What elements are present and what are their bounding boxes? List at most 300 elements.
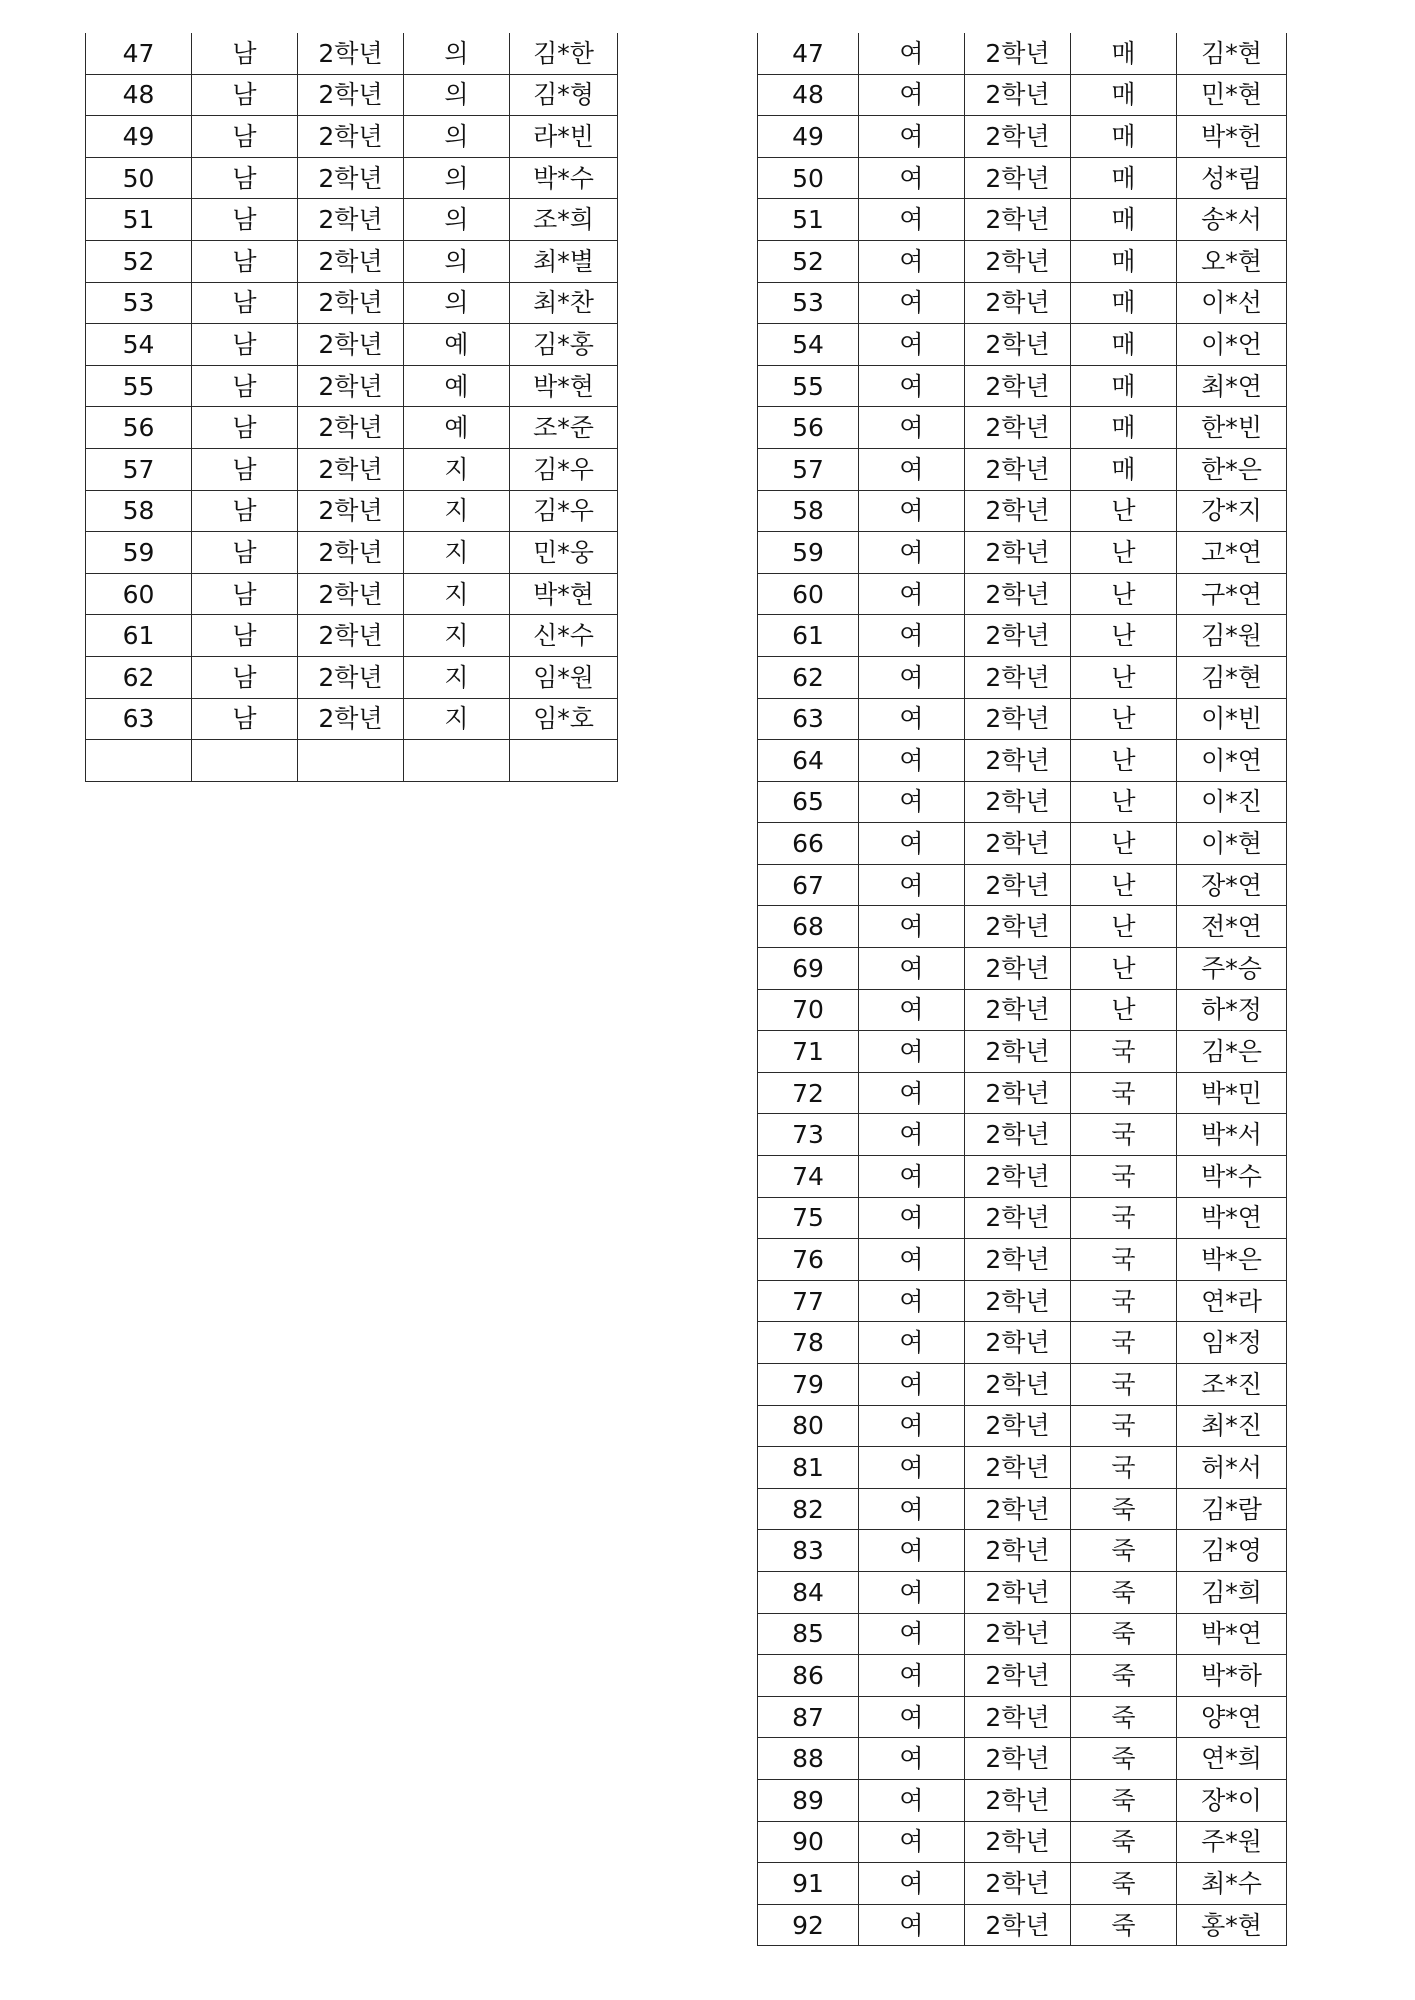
group-cell: 매 (1071, 240, 1177, 282)
table-row (758, 1405, 1287, 1447)
gender-cell: 여 (859, 615, 965, 657)
name-cell: 강*지 (1177, 490, 1287, 532)
number-cell: 54 (86, 324, 192, 366)
table-row (86, 199, 618, 241)
gender-cell: 여 (859, 1364, 965, 1406)
number-cell: 56 (86, 407, 192, 449)
grade-cell: 2학년 (965, 1863, 1071, 1905)
name-cell: 김*우 (510, 448, 618, 490)
gender-cell: 여 (859, 1530, 965, 1572)
name-cell: 김*원 (1177, 615, 1287, 657)
gender-cell: 남 (192, 157, 298, 199)
table-row (758, 989, 1287, 1031)
table-row (758, 448, 1287, 490)
number-cell: 90 (758, 1821, 859, 1863)
grade-cell: 2학년 (965, 407, 1071, 449)
table-row (758, 365, 1287, 407)
name-cell: 연*희 (1177, 1738, 1287, 1780)
name-cell: 김*은 (1177, 1031, 1287, 1073)
name-cell: 박*헌 (1177, 116, 1287, 158)
gender-cell: 남 (192, 74, 298, 116)
number-cell: 78 (758, 1322, 859, 1364)
group-cell: 죽 (1071, 1696, 1177, 1738)
table-row (758, 823, 1287, 865)
table-row (758, 698, 1287, 740)
name-cell: 오*현 (1177, 240, 1287, 282)
table-row (86, 74, 618, 116)
group-cell: 매 (1071, 116, 1177, 158)
gender-cell: 여 (859, 1405, 965, 1447)
group-cell: 죽 (1071, 1571, 1177, 1613)
group-cell: 죽 (1071, 1863, 1177, 1905)
number-cell: 88 (758, 1738, 859, 1780)
name-cell: 임*정 (1177, 1322, 1287, 1364)
grade-cell: 2학년 (965, 490, 1071, 532)
name-cell: 조*준 (510, 407, 618, 449)
table-row (86, 33, 618, 74)
gender-cell: 여 (859, 1447, 965, 1489)
group-cell: 죽 (1071, 1904, 1177, 1946)
grade-cell: 2학년 (965, 33, 1071, 74)
grade-cell: 2학년 (965, 1779, 1071, 1821)
group-cell: 예 (404, 407, 510, 449)
gender-cell: 여 (859, 906, 965, 948)
gender-cell: 여 (859, 1114, 965, 1156)
table-row (758, 1904, 1287, 1946)
name-cell: 연*라 (1177, 1280, 1287, 1322)
name-cell: 최*수 (1177, 1863, 1287, 1905)
grade-cell: 2학년 (965, 1156, 1071, 1198)
gender-cell: 여 (859, 864, 965, 906)
group-cell: 난 (1071, 948, 1177, 990)
name-cell: 주*승 (1177, 948, 1287, 990)
group-cell: 죽 (1071, 1738, 1177, 1780)
grade-cell: 2학년 (298, 74, 404, 116)
name-cell: 김*우 (510, 490, 618, 532)
group-cell: 의 (404, 33, 510, 74)
gender-cell: 여 (859, 532, 965, 574)
number-cell: 77 (758, 1280, 859, 1322)
group-cell: 국 (1071, 1322, 1177, 1364)
gender-cell: 여 (859, 1738, 965, 1780)
gender-cell: 여 (859, 1821, 965, 1863)
gender-cell: 여 (859, 324, 965, 366)
grade-cell: 2학년 (965, 240, 1071, 282)
group-cell: 의 (404, 74, 510, 116)
number-cell (86, 740, 192, 782)
name-cell: 한*빈 (1177, 407, 1287, 449)
grade-cell: 2학년 (965, 1904, 1071, 1946)
number-cell: 75 (758, 1197, 859, 1239)
number-cell: 63 (86, 698, 192, 740)
number-cell: 55 (758, 365, 859, 407)
number-cell: 52 (758, 240, 859, 282)
grade-cell: 2학년 (965, 1364, 1071, 1406)
number-cell: 92 (758, 1904, 859, 1946)
number-cell: 57 (758, 448, 859, 490)
gender-cell: 여 (859, 1613, 965, 1655)
group-cell: 난 (1071, 781, 1177, 823)
number-cell: 48 (86, 74, 192, 116)
gender-cell: 여 (859, 199, 965, 241)
table-row (758, 948, 1287, 990)
student-table-left (85, 33, 618, 782)
number-cell: 47 (86, 33, 192, 74)
table-row (86, 365, 618, 407)
number-cell: 70 (758, 989, 859, 1031)
gender-cell: 여 (859, 1156, 965, 1198)
table-row (758, 1114, 1287, 1156)
gender-cell: 여 (859, 1696, 965, 1738)
group-cell: 매 (1071, 282, 1177, 324)
grade-cell: 2학년 (298, 490, 404, 532)
number-cell: 61 (86, 615, 192, 657)
gender-cell: 남 (192, 33, 298, 74)
name-cell: 조*희 (510, 199, 618, 241)
number-cell: 49 (86, 116, 192, 158)
grade-cell: 2학년 (298, 365, 404, 407)
gender-cell: 남 (192, 490, 298, 532)
gender-cell: 남 (192, 407, 298, 449)
number-cell: 82 (758, 1488, 859, 1530)
name-cell: 박*하 (1177, 1655, 1287, 1697)
group-cell: 지 (404, 656, 510, 698)
name-cell: 장*이 (1177, 1779, 1287, 1821)
name-cell: 김*영 (1177, 1530, 1287, 1572)
table-row (758, 74, 1287, 116)
group-cell: 의 (404, 282, 510, 324)
number-cell: 59 (758, 532, 859, 574)
table-row (758, 116, 1287, 158)
name-cell: 한*은 (1177, 448, 1287, 490)
name-cell: 박*민 (1177, 1072, 1287, 1114)
name-cell: 이*진 (1177, 781, 1287, 823)
table-row (758, 740, 1287, 782)
number-cell: 60 (86, 573, 192, 615)
gender-cell: 여 (859, 490, 965, 532)
name-cell: 하*정 (1177, 989, 1287, 1031)
gender-cell: 여 (859, 740, 965, 782)
group-cell: 매 (1071, 407, 1177, 449)
gender-cell: 남 (192, 656, 298, 698)
group-cell: 국 (1071, 1447, 1177, 1489)
group-cell (404, 740, 510, 782)
grade-cell: 2학년 (965, 1488, 1071, 1530)
number-cell: 48 (758, 74, 859, 116)
name-cell: 최*별 (510, 240, 618, 282)
group-cell: 난 (1071, 864, 1177, 906)
grade-cell: 2학년 (965, 1696, 1071, 1738)
group-cell: 난 (1071, 490, 1177, 532)
name-cell: 송*서 (1177, 199, 1287, 241)
number-cell: 62 (86, 656, 192, 698)
grade-cell: 2학년 (965, 1280, 1071, 1322)
gender-cell: 여 (859, 948, 965, 990)
table-row (758, 1613, 1287, 1655)
group-cell: 매 (1071, 74, 1177, 116)
grade-cell: 2학년 (298, 282, 404, 324)
table-row (758, 532, 1287, 574)
number-cell: 74 (758, 1156, 859, 1198)
group-cell: 죽 (1071, 1613, 1177, 1655)
table-row (758, 282, 1287, 324)
grade-cell: 2학년 (965, 157, 1071, 199)
name-cell: 전*연 (1177, 906, 1287, 948)
number-cell: 52 (86, 240, 192, 282)
group-cell: 국 (1071, 1031, 1177, 1073)
name-cell: 박*은 (1177, 1239, 1287, 1281)
gender-cell: 여 (859, 823, 965, 865)
student-table-right (757, 33, 1287, 1946)
grade-cell: 2학년 (298, 532, 404, 574)
number-cell: 58 (758, 490, 859, 532)
table-row (86, 157, 618, 199)
gender-cell: 여 (859, 698, 965, 740)
gender-cell: 남 (192, 116, 298, 158)
table-row (758, 1031, 1287, 1073)
grade-cell (298, 740, 404, 782)
gender-cell: 여 (859, 1904, 965, 1946)
number-cell: 55 (86, 365, 192, 407)
number-cell: 72 (758, 1072, 859, 1114)
number-cell: 89 (758, 1779, 859, 1821)
group-cell: 난 (1071, 906, 1177, 948)
grade-cell: 2학년 (965, 823, 1071, 865)
name-cell: 민*웅 (510, 532, 618, 574)
name-cell: 양*연 (1177, 1696, 1287, 1738)
name-cell: 이*현 (1177, 823, 1287, 865)
gender-cell: 남 (192, 532, 298, 574)
number-cell: 50 (86, 157, 192, 199)
grade-cell: 2학년 (965, 1197, 1071, 1239)
grade-cell: 2학년 (965, 948, 1071, 990)
gender-cell: 여 (859, 74, 965, 116)
grade-cell: 2학년 (965, 906, 1071, 948)
table-row (758, 1655, 1287, 1697)
gender-cell: 남 (192, 324, 298, 366)
gender-cell: 여 (859, 1197, 965, 1239)
table-row (758, 1072, 1287, 1114)
table-row (758, 656, 1287, 698)
grade-cell: 2학년 (965, 532, 1071, 574)
group-cell: 예 (404, 365, 510, 407)
group-cell: 죽 (1071, 1655, 1177, 1697)
table-row (758, 240, 1287, 282)
grade-cell: 2학년 (965, 573, 1071, 615)
number-cell: 81 (758, 1447, 859, 1489)
gender-cell: 남 (192, 240, 298, 282)
gender-cell: 여 (859, 1655, 965, 1697)
number-cell: 83 (758, 1530, 859, 1572)
gender-cell: 여 (859, 1322, 965, 1364)
grade-cell: 2학년 (965, 1530, 1071, 1572)
table-row (86, 116, 618, 158)
gender-cell: 여 (859, 157, 965, 199)
table-row (86, 490, 618, 532)
number-cell: 71 (758, 1031, 859, 1073)
number-cell: 69 (758, 948, 859, 990)
number-cell: 76 (758, 1239, 859, 1281)
group-cell: 국 (1071, 1239, 1177, 1281)
name-cell: 구*연 (1177, 573, 1287, 615)
grade-cell: 2학년 (965, 199, 1071, 241)
name-cell: 이*언 (1177, 324, 1287, 366)
table-row (758, 157, 1287, 199)
grade-cell: 2학년 (965, 74, 1071, 116)
table-row (86, 656, 618, 698)
grade-cell: 2학년 (298, 116, 404, 158)
grade-cell: 2학년 (965, 448, 1071, 490)
group-cell: 지 (404, 698, 510, 740)
group-cell: 지 (404, 490, 510, 532)
group-cell: 지 (404, 532, 510, 574)
grade-cell: 2학년 (965, 656, 1071, 698)
name-cell: 임*호 (510, 698, 618, 740)
table-row (758, 1280, 1287, 1322)
grade-cell: 2학년 (298, 157, 404, 199)
name-cell: 박*현 (510, 573, 618, 615)
group-cell: 매 (1071, 33, 1177, 74)
group-cell: 예 (404, 324, 510, 366)
grade-cell: 2학년 (965, 781, 1071, 823)
table-row (758, 781, 1287, 823)
gender-cell: 남 (192, 615, 298, 657)
table-row (758, 1197, 1287, 1239)
name-cell: 김*현 (1177, 33, 1287, 74)
grade-cell: 2학년 (965, 1114, 1071, 1156)
table-row (758, 1322, 1287, 1364)
grade-cell: 2학년 (965, 1405, 1071, 1447)
table-row (758, 1863, 1287, 1905)
name-cell: 조*진 (1177, 1364, 1287, 1406)
name-cell: 이*빈 (1177, 698, 1287, 740)
name-cell: 고*연 (1177, 532, 1287, 574)
grade-cell: 2학년 (298, 33, 404, 74)
gender-cell: 남 (192, 573, 298, 615)
group-cell: 죽 (1071, 1530, 1177, 1572)
table-row (758, 1571, 1287, 1613)
gender-cell: 여 (859, 282, 965, 324)
name-cell: 김*한 (510, 33, 618, 74)
name-cell: 신*수 (510, 615, 618, 657)
number-cell: 51 (758, 199, 859, 241)
table-row (86, 240, 618, 282)
table-row (86, 740, 618, 782)
grade-cell: 2학년 (298, 698, 404, 740)
table-row (758, 199, 1287, 241)
grade-cell: 2학년 (965, 282, 1071, 324)
grade-cell: 2학년 (965, 1613, 1071, 1655)
group-cell: 지 (404, 573, 510, 615)
group-cell: 매 (1071, 324, 1177, 366)
grade-cell: 2학년 (965, 740, 1071, 782)
name-cell: 허*서 (1177, 1447, 1287, 1489)
name-cell: 박*연 (1177, 1613, 1287, 1655)
gender-cell: 여 (859, 781, 965, 823)
grade-cell: 2학년 (965, 365, 1071, 407)
student-table-left-body (86, 33, 618, 781)
group-cell: 매 (1071, 448, 1177, 490)
number-cell: 84 (758, 1571, 859, 1613)
grade-cell: 2학년 (298, 656, 404, 698)
name-cell: 이*연 (1177, 740, 1287, 782)
number-cell: 66 (758, 823, 859, 865)
table-row (758, 615, 1287, 657)
group-cell: 국 (1071, 1364, 1177, 1406)
group-cell: 매 (1071, 157, 1177, 199)
name-cell: 홍*현 (1177, 1904, 1287, 1946)
table-row (758, 1779, 1287, 1821)
table-row (758, 1364, 1287, 1406)
group-cell: 국 (1071, 1114, 1177, 1156)
table-row (86, 324, 618, 366)
gender-cell: 여 (859, 116, 965, 158)
group-cell: 난 (1071, 698, 1177, 740)
table-row (86, 573, 618, 615)
table-row (758, 1156, 1287, 1198)
name-cell: 김*람 (1177, 1488, 1287, 1530)
name-cell: 김*현 (1177, 656, 1287, 698)
number-cell: 56 (758, 407, 859, 449)
grade-cell: 2학년 (965, 1072, 1071, 1114)
number-cell: 59 (86, 532, 192, 574)
gender-cell: 여 (859, 1779, 965, 1821)
name-cell: 라*빈 (510, 116, 618, 158)
gender-cell: 남 (192, 199, 298, 241)
gender-cell: 여 (859, 448, 965, 490)
group-cell: 의 (404, 157, 510, 199)
grade-cell: 2학년 (965, 1738, 1071, 1780)
gender-cell: 여 (859, 573, 965, 615)
name-cell: 박*서 (1177, 1114, 1287, 1156)
group-cell: 국 (1071, 1156, 1177, 1198)
gender-cell: 여 (859, 240, 965, 282)
grade-cell: 2학년 (965, 1821, 1071, 1863)
number-cell: 79 (758, 1364, 859, 1406)
name-cell: 최*찬 (510, 282, 618, 324)
number-cell: 80 (758, 1405, 859, 1447)
name-cell: 임*원 (510, 656, 618, 698)
gender-cell: 여 (859, 1488, 965, 1530)
table-row (758, 324, 1287, 366)
name-cell: 박*현 (510, 365, 618, 407)
group-cell: 국 (1071, 1197, 1177, 1239)
gender-cell: 여 (859, 365, 965, 407)
grade-cell: 2학년 (965, 1655, 1071, 1697)
group-cell: 난 (1071, 740, 1177, 782)
group-cell: 죽 (1071, 1488, 1177, 1530)
number-cell: 50 (758, 157, 859, 199)
grade-cell: 2학년 (965, 615, 1071, 657)
gender-cell: 남 (192, 282, 298, 324)
group-cell: 난 (1071, 573, 1177, 615)
gender-cell: 여 (859, 407, 965, 449)
gender-cell: 남 (192, 365, 298, 407)
group-cell: 매 (1071, 365, 1177, 407)
grade-cell: 2학년 (298, 199, 404, 241)
table-row (758, 1239, 1287, 1281)
group-cell: 난 (1071, 823, 1177, 865)
group-cell: 국 (1071, 1405, 1177, 1447)
number-cell: 86 (758, 1655, 859, 1697)
grade-cell: 2학년 (298, 448, 404, 490)
group-cell: 의 (404, 199, 510, 241)
table-row (86, 698, 618, 740)
table-row (758, 1821, 1287, 1863)
gender-cell: 여 (859, 1571, 965, 1613)
group-cell: 매 (1071, 199, 1177, 241)
group-cell: 난 (1071, 656, 1177, 698)
